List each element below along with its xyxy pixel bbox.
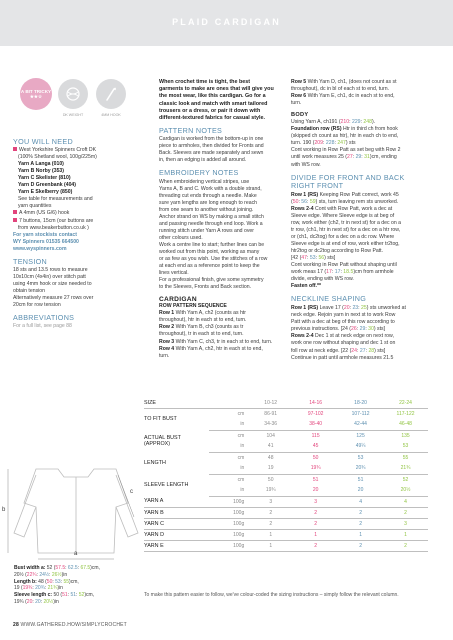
table-cell: 21¾ — [383, 463, 428, 474]
text-line: turn. — [159, 352, 170, 359]
text-line: threading cut ends through a needle. Make — [159, 192, 257, 199]
text-line: at each end as a reference point to keep the — [159, 263, 260, 270]
size-cell: 10-12 — [248, 398, 293, 408]
text-line: from one seam to another without joining. — [159, 206, 254, 213]
table-cell: 46-48 — [383, 419, 428, 430]
table-cell: 42-44 — [338, 419, 383, 430]
row-label: YARN D — [144, 529, 209, 540]
yarn-weight-caption: DK WEIGHT — [62, 113, 84, 117]
text-line: divide, ending with WS row. — [291, 276, 354, 283]
row-label: YARN C — [144, 518, 209, 529]
text-line: Yarns A, B and C. Work with a double strand, — [159, 185, 262, 192]
text-line: tr row, (ch1, htr in next st) for a dec on a htr row, — [291, 226, 401, 233]
text-line: Length b: 48 (50: 53: 55)cm, — [14, 578, 79, 585]
intro-line: different-textured fabrics for casual style. — [159, 115, 266, 122]
bullet-icon — [13, 210, 17, 214]
table-row — [144, 398, 428, 408]
text-line: worked out from this point, working as many — [159, 248, 260, 255]
tension-text — [13, 267, 131, 309]
size-cell: 22-24 — [383, 398, 428, 408]
text-line: Row 1 (RS) Leave 17 (20: 23: 25) sts unworked at — [291, 305, 406, 312]
text-line: neck edge. Rejoin yarn in next st to work Row — [291, 312, 396, 319]
table-cell: 38-40 — [293, 419, 338, 430]
footer-url[interactable]: WWW.GATHERED.HOW/SIMPLYCROCHET — [18, 622, 127, 628]
list-item: from www.beakerbutton.co.uk ) — [18, 224, 89, 231]
text-line: For a professional finish, give some symmetry — [159, 277, 264, 284]
diagram-label-b: b — [2, 507, 6, 513]
embroidery-notes-text — [159, 179, 276, 292]
text-line: other colours used. — [159, 234, 203, 241]
tension-line: 18 sts and 13.5 rows to measure — [13, 266, 88, 273]
embroidery-notes-heading: EMBROIDERY NOTES — [159, 168, 239, 178]
table-cell: 3 — [383, 518, 428, 529]
materials-list — [13, 147, 131, 253]
size-table — [144, 398, 428, 552]
unit-cell: cm — [237, 476, 245, 483]
list-item: 7 buttons, 15cm (our buttons are — [13, 218, 131, 225]
divide-text — [291, 192, 413, 291]
text-line: Work a centre line to start; further lines can be — [159, 241, 265, 248]
table-cell: 51 — [312, 476, 319, 483]
table-cell: 55 — [402, 454, 409, 461]
stockists-phone: WY Spinners 01535 664500 — [13, 238, 79, 245]
table-cell: 51 — [357, 476, 364, 483]
size-label: SIZE — [144, 398, 209, 408]
size-cell: 14-16 — [293, 398, 338, 408]
table-row — [144, 540, 428, 551]
unit-cell: in — [209, 419, 248, 430]
table-cell: 97-102 — [307, 410, 324, 417]
diagram-label-a: a — [74, 551, 78, 557]
text-line: Cardigan is worked from the bottom-up in one — [159, 136, 264, 143]
table-cell: 48 — [267, 454, 274, 461]
text-line: Row 5 With Yarn D, ch1, (does not count as st — [291, 79, 397, 85]
table-cell: 115 — [311, 432, 320, 439]
neckline-text — [291, 305, 413, 361]
table-cell: 50 — [312, 454, 319, 461]
text-line: Patt with a dec at beg of this row according to — [291, 319, 395, 326]
table-cell: 2 — [383, 540, 428, 551]
page-title: PLAID CARDIGAN — [172, 17, 281, 27]
text-line: 19 (19¾: 20¾: 21¾)in — [14, 585, 63, 592]
crochet-hook-icon — [104, 86, 118, 102]
unit-cell: in — [209, 463, 248, 474]
table-cell: 2 — [248, 518, 293, 529]
text-line: Row 2 With Yarn B, ch3 (counts as tr — [159, 324, 244, 331]
text-line: Anchor strand on WS by making a small stitch — [159, 213, 264, 220]
row-pattern-text — [159, 310, 276, 359]
text-line: throughout), htr in each st to end, turn. — [159, 317, 247, 324]
text-line: foll row at neck edge. [22 (24: 27: 28) sts] — [291, 347, 386, 354]
table-cell: 2 — [338, 540, 383, 551]
measure-line-c — [118, 475, 134, 517]
text-line: Row 6 With Yarn E, ch1, dc in each st to end, — [291, 93, 395, 100]
text-line: Row 3 With Yarn C, ch3, tr in each st to end, turn. — [159, 338, 273, 345]
difficulty-badge — [20, 78, 52, 110]
right-column — [291, 79, 413, 362]
diagram-label-c: c — [130, 489, 133, 495]
intro-line: the most wear, like this cardigan. Go for a — [159, 93, 266, 100]
left-column — [13, 138, 131, 330]
table-cell: 34-36 — [248, 419, 293, 430]
text-line: and passing needle through end loop. Work a — [159, 220, 263, 227]
text-line: Sleeve length c: 50 (51: 51: 52)cm, — [14, 592, 95, 599]
row-label: TO FIT BUST — [144, 416, 177, 423]
table-cell: 2 — [293, 507, 338, 518]
text-line: Continue in patt until armhole measures 21.5 — [291, 354, 394, 361]
table-cell: 20 — [293, 485, 338, 496]
text-line: (50: 56: 59) sts, turn leaving rem sts unworked. — [291, 198, 399, 205]
text-line: Sleeve edge is at end of row, work either tr2tog, — [291, 240, 400, 247]
list-item: Yarn D Greenbank (404) — [18, 182, 76, 189]
body-heading: BODY — [291, 112, 309, 119]
list-item: Yarn A Langa (010) — [18, 161, 64, 168]
tension-line: obtain tension — [13, 287, 46, 294]
text-line: turn. — [291, 100, 302, 107]
table-cell: 2 — [293, 518, 338, 529]
text-line: row, work either (ch2, tr in next st) for a dec on a — [291, 219, 401, 226]
table-cell: 53 — [383, 441, 428, 452]
unit-cell: 100g — [209, 529, 248, 540]
yarn-ball-icon — [65, 87, 81, 101]
text-line: 19¾ (20: 20: 20½)in — [14, 598, 59, 605]
you-will-need-heading: YOU WILL NEED — [13, 137, 73, 146]
table-note: To make this pattern easier to follow, we've colour-coded the sizing instructions – simply follow the relevant column. — [144, 592, 399, 598]
text-line: [42 (47: 53: 56) sts] — [291, 254, 336, 261]
page-footer — [13, 622, 127, 628]
tension-line: 20cm for row tension — [13, 302, 61, 309]
list-item: A 4mm (US G/6) hook — [13, 210, 131, 217]
text-line: 20½ (22¾: 24½: 26½)in — [14, 571, 68, 578]
unit-cell: in — [209, 441, 248, 452]
text-line: Row 4 With Yarn A, ch2, htr in each st to end, — [159, 345, 263, 352]
text-line: until work measures 25 (27: 29: 31)cm, ending — [291, 154, 397, 161]
unit-cell: in — [209, 485, 248, 496]
table-cell: 86-91 — [264, 410, 278, 417]
text-line: Row 1 With Yarn A, ch2 (counts as htr — [159, 310, 246, 317]
text-line: Foundation row (RS) Htr in third ch from hook — [291, 126, 398, 133]
hook-size-caption: 4MM HOOK — [101, 113, 121, 117]
text-line: Bust width a: 52 (57.5: 62.5: 67.5)cm, — [14, 565, 100, 571]
abbreviations-text: For a full list, see page 88 — [13, 323, 72, 330]
text-line: to the Sleeves, Fronts and Back section. — [159, 284, 252, 291]
row-label: YARN A — [144, 496, 209, 507]
text-line: Fasten off.** — [291, 283, 321, 290]
pattern-notes-heading: PATTERN NOTES — [159, 126, 223, 136]
bullet-icon — [13, 218, 17, 222]
table-cell: 2 — [338, 518, 383, 529]
table-cell: 50 — [267, 476, 274, 483]
sizing-table — [144, 398, 428, 552]
row-label: LENGTH — [144, 460, 166, 466]
intro-text — [159, 79, 276, 122]
divide-heading: DIVIDE FOR FRONT AND BACK — [291, 172, 405, 182]
unit-cell: 100g — [209, 518, 248, 529]
text-line: When embroidering vertical stripes, use — [159, 178, 250, 185]
table-cell: 135 — [401, 432, 410, 439]
table-row — [144, 474, 428, 485]
text-line: running stitch under Yarn A rows and over — [159, 227, 254, 234]
table-cell: 3 — [248, 496, 293, 507]
stockists-link[interactable]: www.wyspinners.com — [13, 245, 67, 252]
text-line: lines vertical. — [159, 270, 189, 277]
text-line: work one row without shaping and dec 1 st on — [291, 340, 396, 347]
size-cell: 18-20 — [338, 398, 383, 408]
tension-heading: TENSION — [13, 256, 48, 266]
unit-cell: cm — [237, 410, 245, 417]
tension-line: 10x10cm (4x4in) over stitch patt — [13, 273, 86, 280]
list-item: (100% Shetland wool, 100g/225m) — [18, 154, 97, 161]
table-cell: 125 — [356, 432, 365, 439]
measurements-list — [14, 565, 134, 606]
table-cell: 20 — [338, 485, 383, 496]
text-line: in, then an edging is added all around. — [159, 157, 247, 164]
text-line: (skipped ch count as htr), htr in each ch to end, — [291, 133, 399, 140]
table-row — [144, 430, 428, 441]
table-row — [144, 507, 428, 518]
text-line: Using Yarn A, ch191 (210: 229: 248). — [291, 119, 376, 126]
text-line: piece to armholes, then divided for Fronts and — [159, 143, 264, 150]
text-line: work meas 17 (17: 17: 18.5)cm from armhole — [291, 269, 394, 276]
table-row — [144, 518, 428, 529]
unit-cell: 100g — [209, 507, 248, 518]
table-cell: 4 — [338, 496, 383, 507]
text-line: Rows 2-4 Cont with Row Patt, work a dec at — [291, 205, 393, 212]
intro-line: garments to make are ones that will give you — [159, 86, 274, 93]
hook-size-badge — [96, 79, 126, 109]
row-pattern-continued — [291, 79, 413, 107]
table-cell: 45 — [293, 441, 338, 452]
table-cell: 3 — [293, 496, 338, 507]
table-cell: 2 — [383, 507, 428, 518]
table-row — [144, 496, 428, 507]
text-line: Row 1 (RS) Keeping Row Patt correct, work 45 — [291, 191, 399, 198]
table-cell: 53 — [357, 454, 364, 461]
table-cell: 41 — [248, 441, 293, 452]
table-row — [144, 452, 428, 463]
text-line: turn. 190 (209: 228: 247) sts — [291, 140, 356, 147]
tension-line: Alternatively measure 27 rows over — [13, 294, 94, 301]
text-line: Sleeve edge. Where Sleeve edge is at beg of — [291, 212, 395, 219]
page-number: 28 — [13, 622, 19, 628]
table-cell: 2 — [338, 507, 383, 518]
list-item: yarn quantities — [18, 203, 52, 210]
abbreviations-heading: ABBREVIATIONS — [13, 313, 75, 323]
pattern-notes-text — [159, 136, 276, 164]
neckline-heading: NECKLINE SHAPING — [291, 294, 367, 304]
table-cell: 1 — [383, 529, 428, 540]
intro-line: When crochet time is tight, the best — [159, 79, 251, 85]
intro-line: trousers or a dress, or pair it down with — [159, 107, 261, 114]
unit-cell: cm — [237, 454, 245, 461]
cardigan-heading: CARDIGAN — [159, 296, 197, 304]
text-line: Cont working in Row Patt as set beg with Row 2 — [291, 147, 401, 154]
difficulty-label: A BIT TRICKY ★★☆ — [20, 88, 52, 99]
intro-line: classic look and match with smart tailored — [159, 100, 268, 107]
cardigan-diagram — [6, 463, 146, 563]
body-text — [291, 119, 413, 168]
table-cell: 107-112 — [351, 410, 370, 417]
row-label: ACTUAL BUST (APPROX) — [144, 435, 181, 447]
table-row — [144, 529, 428, 540]
middle-column — [159, 79, 276, 360]
row-label: YARN B — [144, 507, 209, 518]
text-line: throughout), tr in each st to end, turn. — [159, 331, 244, 338]
table-cell: 19 — [248, 463, 293, 474]
unit-cell: cm — [237, 432, 245, 439]
cardigan-schematic — [2, 463, 146, 568]
list-item: Yarn C Skelister (810) — [18, 175, 71, 182]
yarn-weight-badge — [58, 79, 88, 109]
text-line: or as few as you wish. Use the stitches of a row — [159, 256, 268, 263]
text-line: htr2tog or dc2tog according to Row Patt. — [291, 247, 384, 254]
text-line: throughout), dc in bl of each st to end, turn. — [291, 86, 390, 93]
text-line: Rows 2-4 Dec 1 st at neck edge on next row, — [291, 333, 394, 340]
stockists-line: For yarn stockists contact — [13, 231, 77, 238]
list-item: See table for measurements and — [18, 196, 93, 203]
right-front-heading: RIGHT FRONT — [291, 180, 344, 190]
text-line: Back. Sleeves are made separately and sewn — [159, 150, 264, 157]
bullet-icon — [13, 147, 17, 151]
table-cell: 19¾ — [293, 463, 338, 474]
table-cell: 2 — [248, 507, 293, 518]
list-item: West Yorkshire Spinners Croft DK — [13, 147, 131, 154]
table-cell: 1 — [248, 540, 293, 551]
tension-line: using 4mm hook or size needed to — [13, 280, 92, 287]
text-line: previous instructions. [24 (26: 29: 30) sts] — [291, 326, 386, 333]
table-cell: 52 — [402, 476, 409, 483]
table-cell: 104 — [266, 432, 275, 439]
unit-cell: 100g — [209, 540, 248, 551]
table-row — [144, 408, 428, 419]
row-pattern-subheading: ROW PATTERN SEQUENCE — [159, 303, 227, 310]
text-line: with WS row. — [291, 161, 321, 168]
text-line: sure yarn lengths are long enough to reach — [159, 199, 258, 206]
table-cell: 117-122 — [396, 410, 415, 417]
list-item: Yarn B Norby (353) — [18, 168, 64, 175]
table-cell: 19¾ — [248, 485, 293, 496]
table-cell: 1 — [248, 529, 293, 540]
row-label: SLEEVE LENGTH — [144, 482, 189, 488]
table-cell: 20½ — [383, 485, 428, 496]
list-item: Yarn E Skelberry (850) — [18, 189, 73, 196]
text-line: or (ch1, dc2tog) for a dec on a dc row. Where — [291, 233, 395, 240]
table-cell: 49¼ — [338, 441, 383, 452]
table-cell: 1 — [338, 529, 383, 540]
row-label: YARN E — [144, 540, 209, 551]
table-cell: 20¾ — [338, 463, 383, 474]
table-cell: 1 — [293, 529, 338, 540]
table-cell: 2 — [293, 540, 338, 551]
table-cell: 4 — [383, 496, 428, 507]
text-line: Cont working in Row Patt without shaping until — [291, 262, 397, 269]
unit-cell: 100g — [209, 496, 248, 507]
